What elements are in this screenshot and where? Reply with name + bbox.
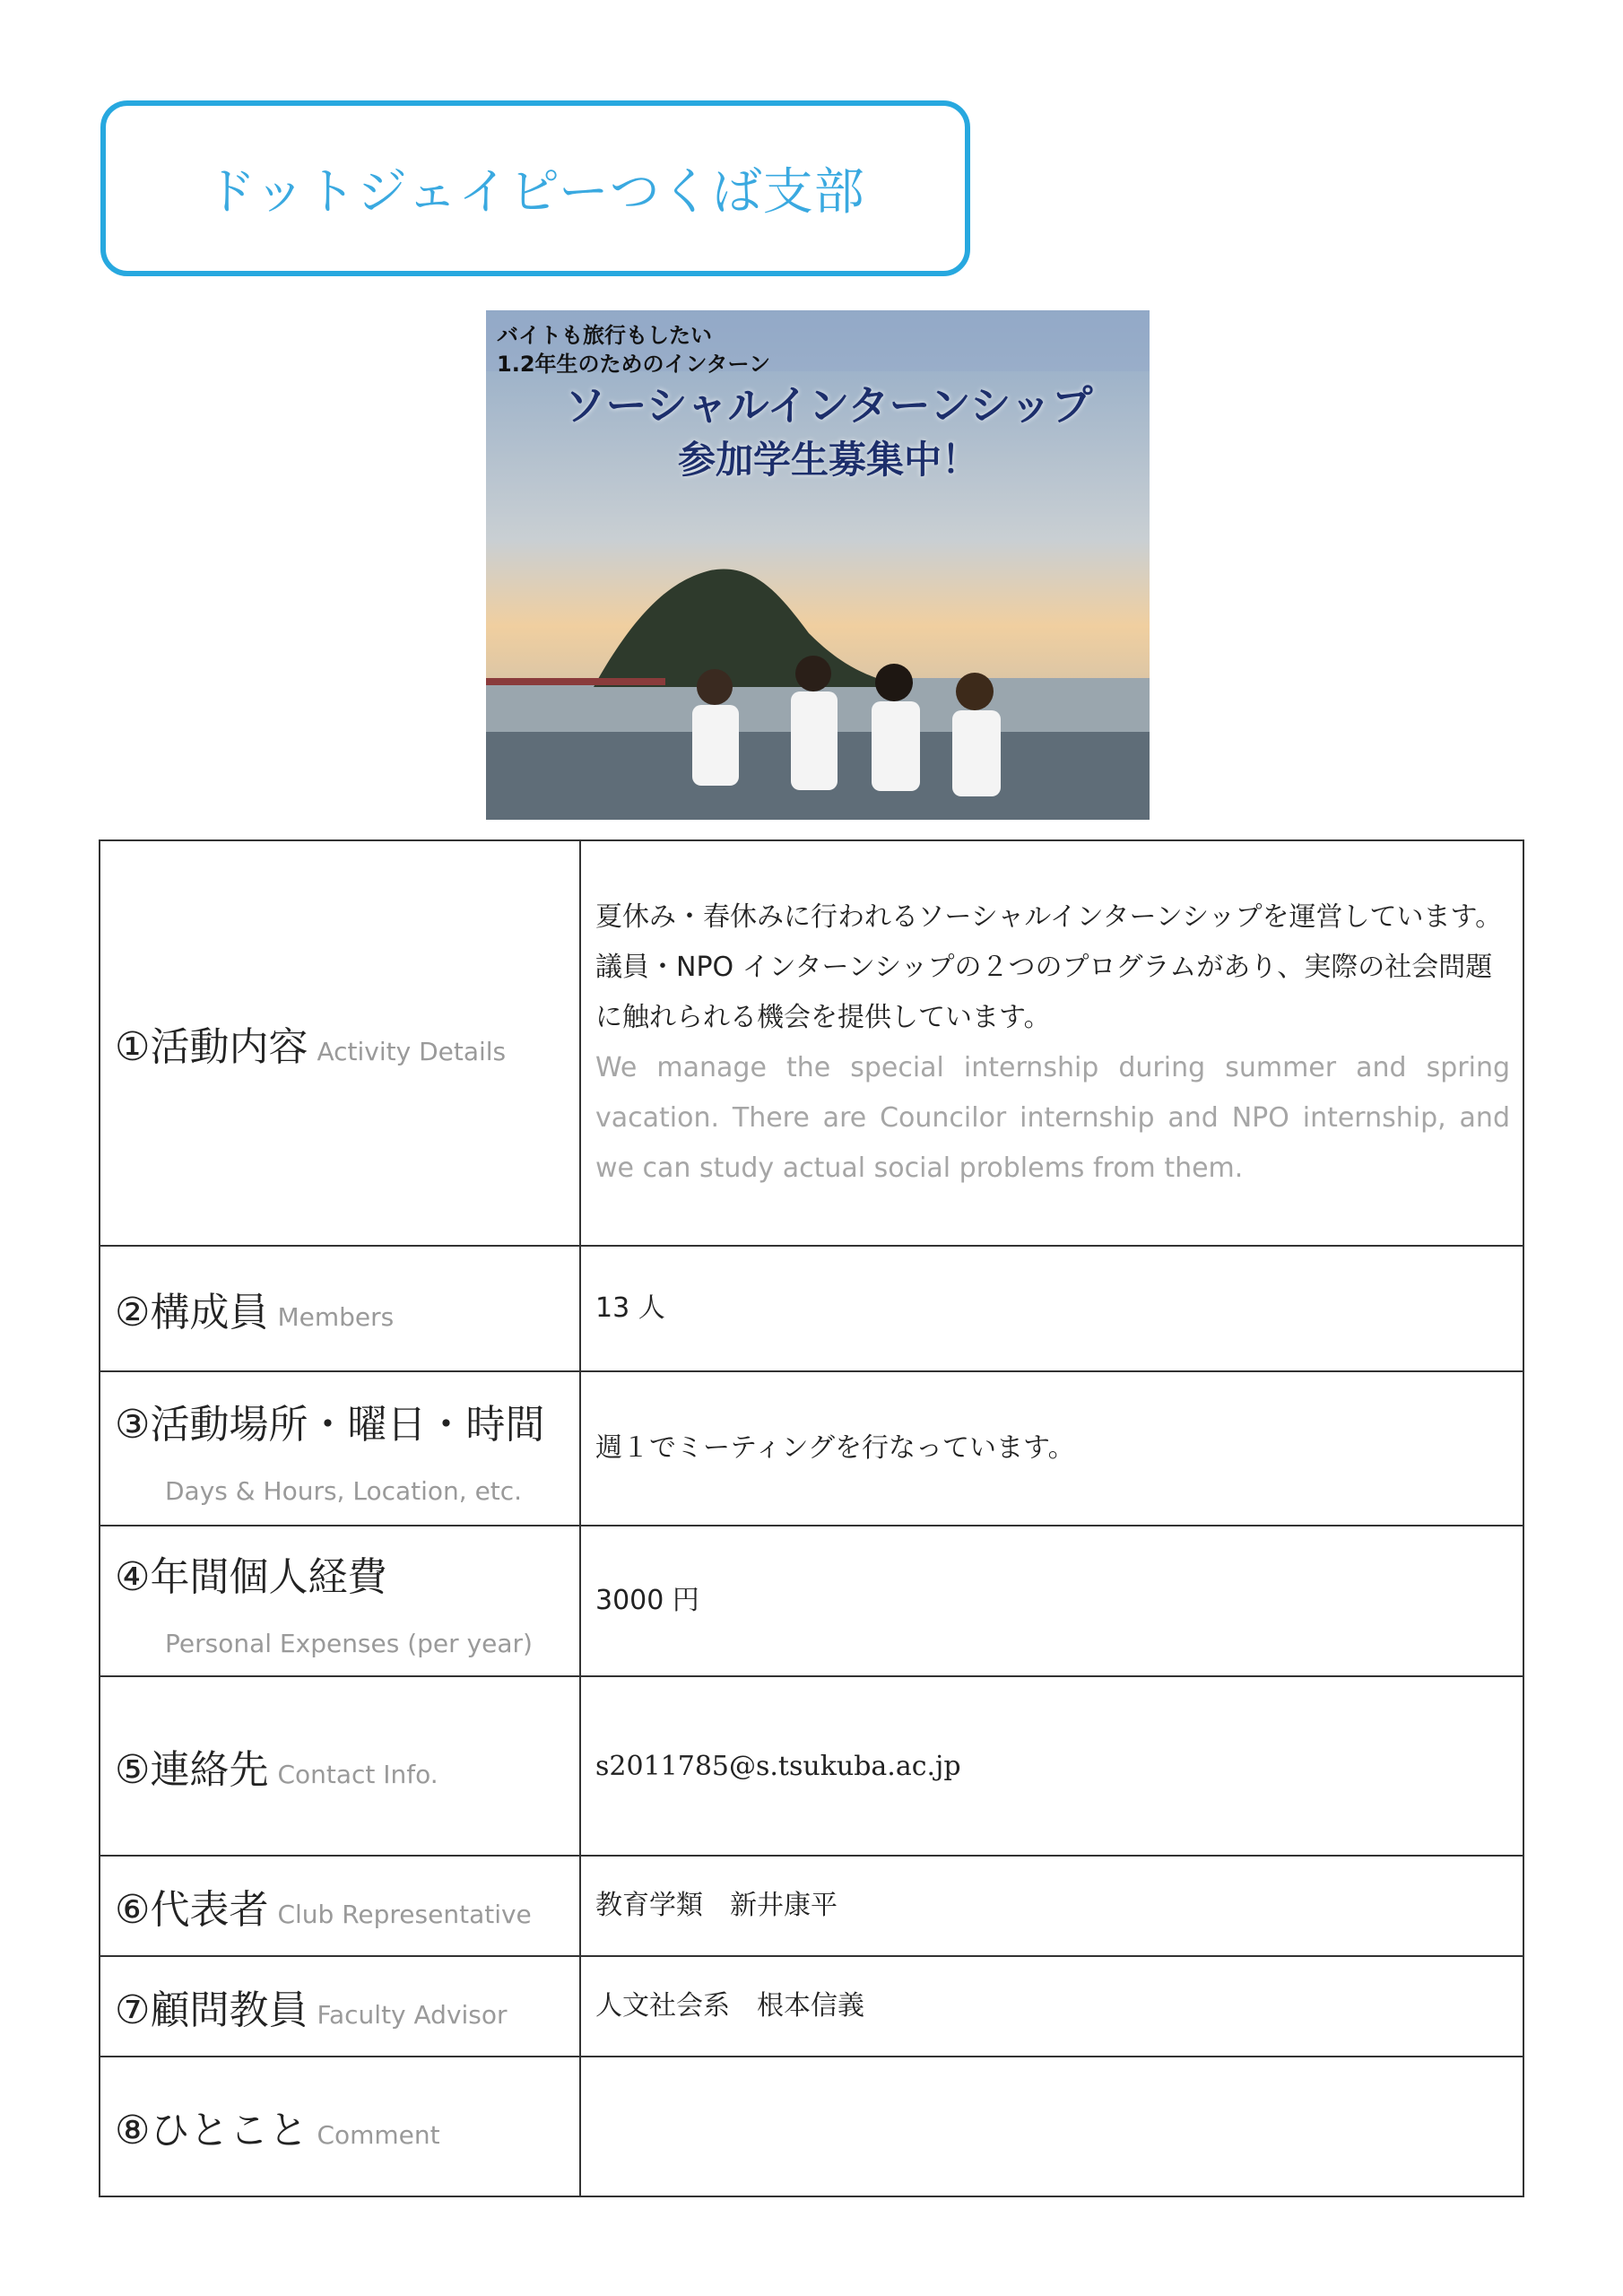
row-label (100, 1246, 580, 1371)
label-en: Days & Hours, Location, etc. (165, 1475, 523, 1506)
label-en: Faculty Advisor (317, 2000, 508, 2030)
table-row (100, 840, 1523, 1246)
row-value (580, 1526, 1523, 1676)
row-label (100, 1956, 580, 2057)
label-en: Activity Details (317, 1037, 507, 1066)
title-box (100, 100, 970, 276)
photo-headline-line2: 参加学生募集中！ (677, 438, 979, 482)
contact-email[interactable]: s2011785@s.tsukuba.ac.jp (595, 1750, 961, 1782)
row-label (100, 840, 580, 1246)
label-jp: ①活動内容 (115, 1024, 308, 1070)
table-row (100, 1676, 1523, 1856)
table-row (100, 1246, 1523, 1371)
row-value (580, 1371, 1523, 1526)
pier (486, 678, 665, 685)
label-en: Members (277, 1302, 395, 1332)
value-text: 3000 円 (595, 1585, 699, 1616)
table-row (100, 1371, 1523, 1526)
row-value (580, 2057, 1523, 2196)
label-en: Personal Expenses (per year) (165, 1628, 533, 1658)
club-info-table (99, 839, 1524, 2197)
page-title: ドットジェイピーつくば支部 (205, 163, 865, 222)
row-label (100, 1526, 580, 1676)
label-en: Contact Info. (277, 1760, 438, 1789)
photo-caption-line2: 1.2年生のためのインターン (497, 352, 771, 377)
row-label (100, 1371, 580, 1526)
row-label (100, 1676, 580, 1856)
table-row (100, 1526, 1523, 1676)
label-jp: ③活動場所・曜日・時間 (115, 1401, 545, 1448)
value-jp-line1: 夏休み・春休みに行われるソーシャルインターンシップを運営しています。 (595, 901, 1503, 933)
row-value (580, 1956, 1523, 2057)
label-en: Club Representative (277, 1900, 532, 1929)
photo-headline-line1: ソーシャルインターンシップ (564, 381, 1093, 430)
recruitment-photo (486, 310, 1150, 820)
row-label (100, 2057, 580, 2196)
row-label (100, 1856, 580, 1956)
value-text: 13 人 (595, 1292, 665, 1324)
label-jp: ⑥代表者 (115, 1887, 269, 1933)
row-value (580, 1676, 1523, 1856)
table-row (100, 1856, 1523, 1956)
label-en: Comment (317, 2120, 440, 2150)
label-jp: ⑧ひとこと (115, 2108, 308, 2153)
row-value (580, 1246, 1523, 1371)
value-text: 週１でミーティングを行なっています。 (595, 1432, 1075, 1464)
row-value (580, 840, 1523, 1246)
label-jp: ⑦顧問教員 (115, 1987, 308, 2033)
value-text: 人文社会系 根本信義 (595, 1990, 864, 2022)
label-jp: ②構成員 (115, 1290, 269, 1335)
label-jp: ④年間個人経費 (115, 1553, 387, 1600)
table-row (100, 1956, 1523, 2057)
row-value (580, 1856, 1523, 1956)
table-row (100, 2057, 1523, 2196)
value-en: We manage the special internship during summer and spring vacation. There are Councilor internship and NPO internship, and we can study actual social problems from them. (595, 1052, 1510, 1184)
photo-caption-line1: バイトも旅行もしたい (497, 323, 712, 348)
label-jp: ⑤連絡先 (115, 1747, 269, 1793)
value-jp-line2: 議員・NPO インターンシップの２つのプログラムがあり、実際の社会問題に触れられる機会を提供しています。 (595, 952, 1493, 1033)
value-text: 教育学類 新井康平 (595, 1890, 838, 1921)
